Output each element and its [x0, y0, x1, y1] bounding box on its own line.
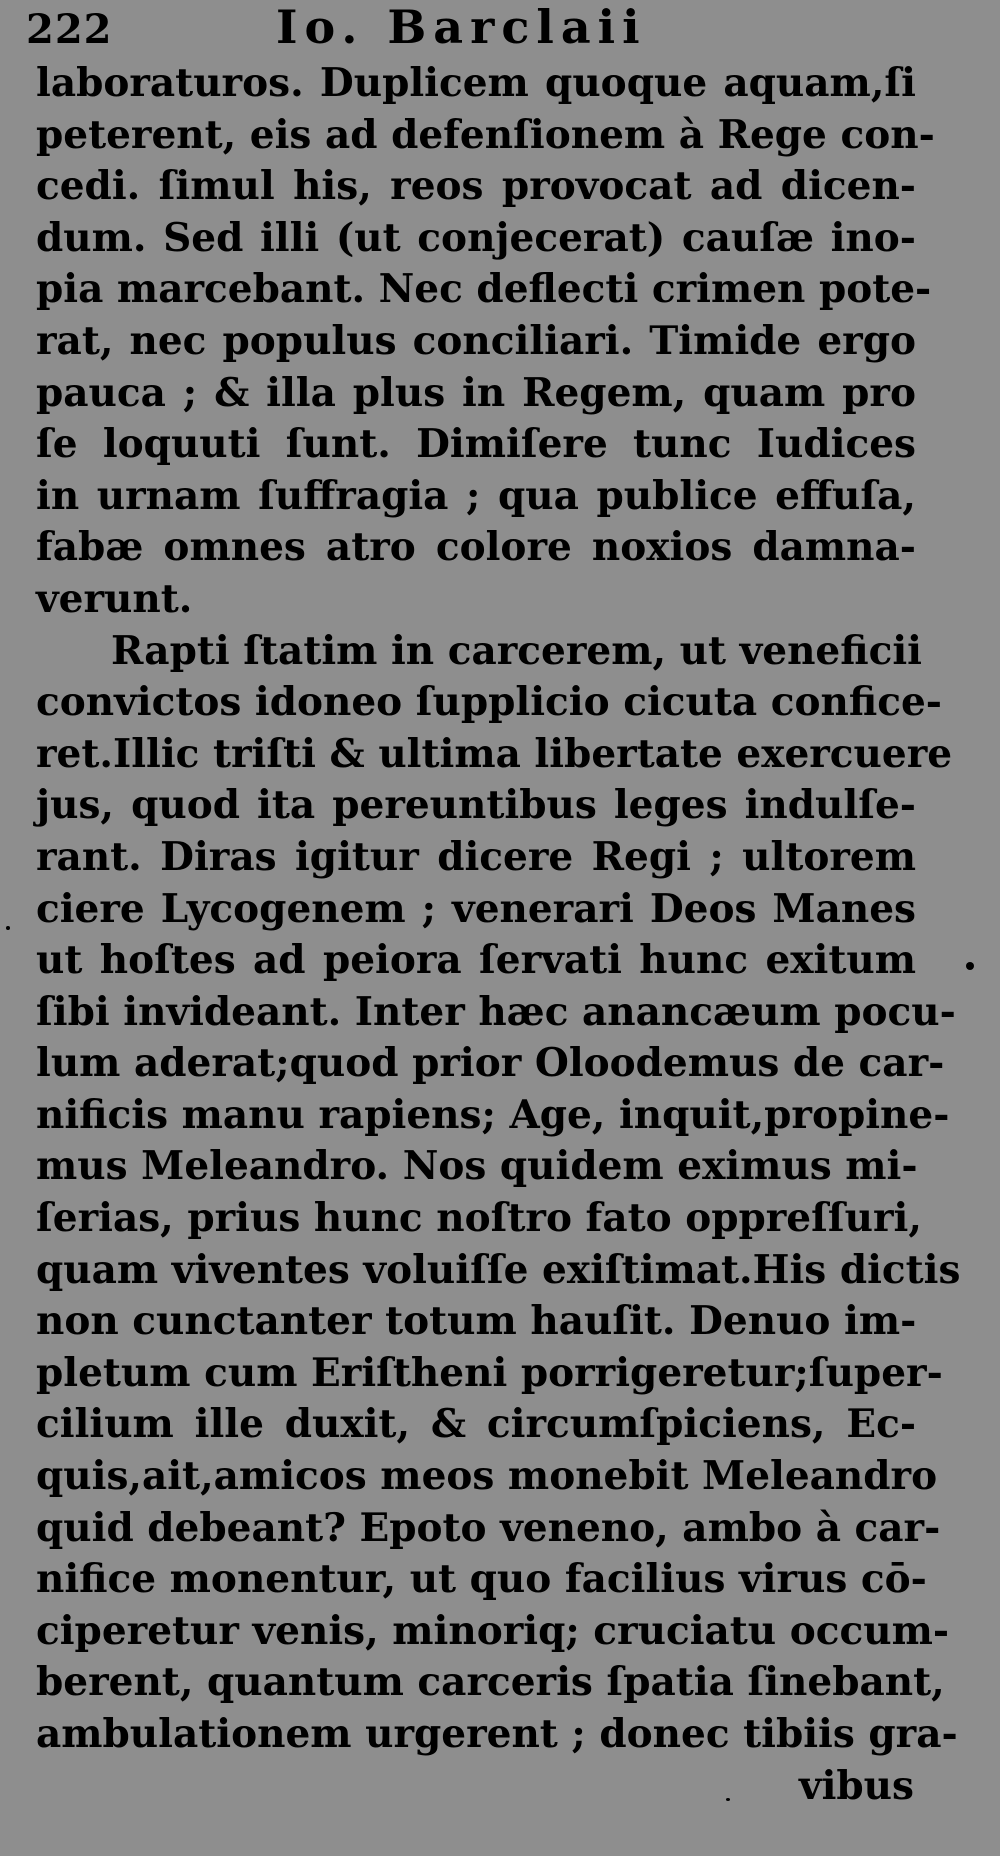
- text-line: convictos idoneo ſupplicio cicuta conficе-: [36, 679, 942, 726]
- text-line: peterent, eis ad defenſionem à Rege con-: [36, 111, 935, 158]
- text-line: Rapti ſtatim in carcerem, ut veneficii: [111, 627, 922, 674]
- text-line: cedi. ſimul his, reos provocat ad dicen-: [36, 163, 916, 210]
- text-line: rat, nec populus conciliari. Timide ergo: [36, 317, 916, 364]
- text-line: ſe loquuti ſunt. Dimiſere tunc Iudices: [36, 421, 916, 468]
- text-line: ret.Illic triſti & ultima libertate exercuere: [36, 730, 953, 777]
- text-line: nifice monentur, ut quo facilius virus cō-: [36, 1556, 927, 1603]
- text-line: mus Meleandro. Nos quidem eximus mi-: [36, 1143, 918, 1190]
- running-title: Io. Barclaii: [276, 0, 647, 54]
- text-line: rant. Diras igitur dicere Regi ; ultorem: [36, 833, 916, 880]
- ink-speck: [6, 926, 10, 930]
- text-line: ut hoſtes ad peiora ſervati hunc exitum: [36, 937, 916, 984]
- text-line: ambulationem urgerent ; donec tibiis gra-: [36, 1711, 958, 1757]
- page-header: [26, 0, 986, 54]
- text-line: quis,ait,amicos meos monebit Meleandro: [36, 1453, 938, 1500]
- text-line: fabæ omnes atro colore noxios damna-: [36, 524, 916, 571]
- text-line: ciperetur venis, minoriq; cruciatu occum-: [36, 1607, 950, 1654]
- text-line: pletum cum Eriſtheni porrigeretur;ſuper-: [36, 1349, 943, 1396]
- ink-speck: [966, 962, 974, 970]
- text-line: ciere Lycogenem ; venerari Deos Manes: [36, 885, 916, 932]
- text-line: laboraturos. Duplicem quoque aquam,ſi: [36, 60, 916, 106]
- text-line: non cunctanter totum hauſit. Denuo im-: [36, 1298, 917, 1345]
- ink-speck: [726, 1798, 730, 1801]
- text-line: pia marcebant. Nec deflecti crimen pote-: [36, 266, 932, 313]
- text-line: in urnam ſuffragia ; qua publice effuſa,: [36, 472, 916, 519]
- paragraph-1: [36, 58, 935, 626]
- text-line: jus, quod ita pereuntibus leges indulſe-: [36, 782, 916, 829]
- text-line: dum. Sed illi (ut conjecerat) cauſæ ino-: [36, 214, 916, 261]
- text-line: cilium ille duxit, & circumſpiciens, Ec-: [36, 1401, 916, 1448]
- body-text: [36, 58, 961, 1812]
- text-line: pauca ; & illa plus in Regem, quam pro: [36, 369, 916, 416]
- page-number: 222: [26, 6, 113, 53]
- text-line: verunt.: [36, 575, 193, 622]
- text-line: quid debeant? Epoto veneno, ambo à car-: [36, 1504, 941, 1551]
- text-line: ſerias, prius hunc noſtro fato oppreſſuri,: [36, 1195, 922, 1242]
- paragraph-2: [36, 626, 961, 1761]
- text-line: quam viventes voluiſſe exiſtimat.His dictis: [36, 1246, 961, 1293]
- text-line: berent, quantum carceris ſpatia ſinebant,: [36, 1659, 945, 1706]
- text-line: nificis manu rapiens; Age, inquit,propine-: [36, 1091, 950, 1138]
- catchword: vibus: [798, 1762, 914, 1809]
- text-line: lum aderat;quod prior Oloodemus de car-: [36, 1040, 945, 1087]
- text-line: ſibi invideant. Inter hæc anancæum pocu-: [36, 988, 956, 1035]
